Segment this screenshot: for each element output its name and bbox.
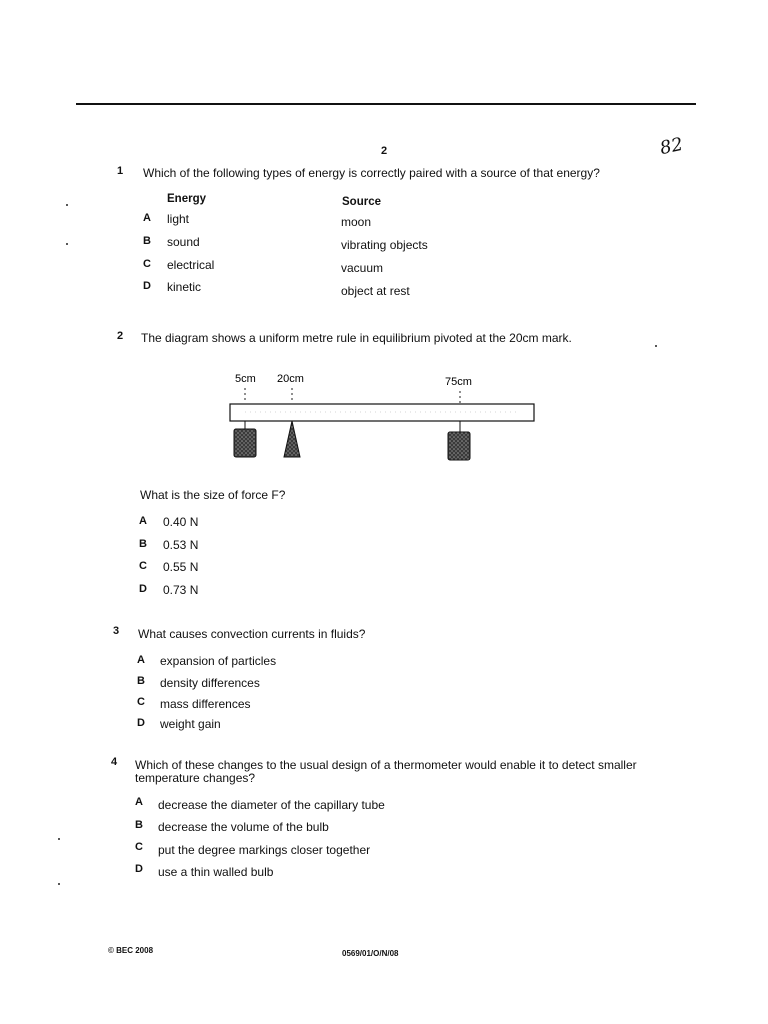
q2-option-d-text: 0.73 N	[163, 583, 199, 597]
q1-option-c-letter: C	[143, 258, 151, 270]
label-5cm: 5cm	[235, 373, 256, 385]
q3-option-d-letter: D	[137, 717, 145, 729]
q4-text-line1: Which of these changes to the usual design of a thermometer would enable it to detect smaller	[135, 758, 637, 772]
q1-option-c-source: vacuum	[341, 261, 384, 275]
handwritten-mark: 82	[658, 133, 685, 160]
q2-text: The diagram shows a uniform metre rule in equilibrium pivoted at the 20cm mark.	[141, 331, 572, 345]
header-rule	[76, 103, 696, 105]
q3-number: 3	[113, 625, 120, 637]
q1-option-d-letter: D	[143, 280, 151, 292]
q4-option-a-letter: A	[135, 796, 143, 808]
q4-option-b-letter: B	[135, 819, 143, 831]
q2-option-b-letter: B	[139, 538, 147, 550]
q2-question-text: What is the size of force F?	[140, 488, 286, 502]
q1-option-c-energy: electrical	[167, 258, 215, 272]
scan-speck	[66, 204, 68, 206]
q4-option-d-text: use a thin walled bulb	[158, 865, 274, 879]
q1-option-d-energy: kinetic	[167, 280, 202, 294]
q3-option-b-letter: B	[137, 675, 145, 687]
pivot-triangle	[284, 421, 300, 457]
scan-speck	[655, 345, 657, 347]
q1-header-energy: Energy	[167, 193, 206, 205]
q4-option-a-text: decrease the diameter of the capillary tube	[158, 798, 385, 812]
q4-text-line2: temperature changes?	[135, 771, 256, 785]
q2-option-c-text: 0.55 N	[163, 560, 199, 574]
q1-option-d-source: object at rest	[341, 284, 410, 298]
right-weight-block	[448, 432, 470, 460]
q4-option-d-letter: D	[135, 863, 143, 875]
q1-header-source: Source	[342, 196, 381, 208]
q3-option-a-letter: A	[137, 654, 145, 666]
q1-option-a-letter: A	[143, 212, 151, 224]
q2-option-a-letter: A	[139, 515, 147, 527]
q1-number: 1	[117, 165, 124, 177]
q3-text: What causes convection currents in fluids?	[138, 627, 366, 641]
scan-speck	[66, 243, 68, 245]
metre-rule	[230, 404, 534, 421]
q1-option-b-energy: sound	[167, 235, 200, 249]
q2-option-c-letter: C	[139, 560, 147, 572]
q4-number: 4	[111, 756, 118, 768]
q2-option-a-text: 0.40 N	[163, 515, 199, 529]
q4-option-c-text: put the degree markings closer together	[158, 843, 371, 857]
page-number: 2	[381, 145, 388, 157]
q1-option-b-source: vibrating objects	[341, 238, 428, 252]
q3-option-c-text: mass differences	[160, 697, 251, 711]
scan-speck	[58, 838, 60, 840]
scan-speck	[58, 883, 60, 885]
q2-option-d-letter: D	[139, 583, 147, 595]
q3-option-a-text: expansion of particles	[160, 654, 277, 668]
q4-option-c-letter: C	[135, 841, 143, 853]
q1-option-b-letter: B	[143, 235, 151, 247]
metre-rule-diagram	[225, 368, 545, 468]
footer-code: 0569/01/O/N/08	[342, 949, 399, 958]
label-75cm: 75cm	[445, 376, 472, 388]
q2-option-b-text: 0.53 N	[163, 538, 199, 552]
q3-option-d-text: weight gain	[160, 717, 221, 731]
q1-option-a-energy: light	[167, 212, 190, 226]
q4-option-b-text: decrease the volume of the bulb	[158, 820, 329, 834]
q2-number: 2	[117, 330, 124, 342]
q1-option-a-source: moon	[341, 215, 372, 229]
footer-copyright: © BEC 2008	[108, 946, 154, 955]
q2-question	[140, 488, 285, 502]
label-20cm: 20cm	[277, 373, 304, 385]
q1-text: Which of the following types of energy is correctly paired with a source of that energy?	[143, 166, 600, 180]
q3-option-c-letter: C	[137, 696, 145, 708]
left-weight-block	[234, 429, 256, 457]
q3-option-b-text: density differences	[160, 676, 260, 690]
